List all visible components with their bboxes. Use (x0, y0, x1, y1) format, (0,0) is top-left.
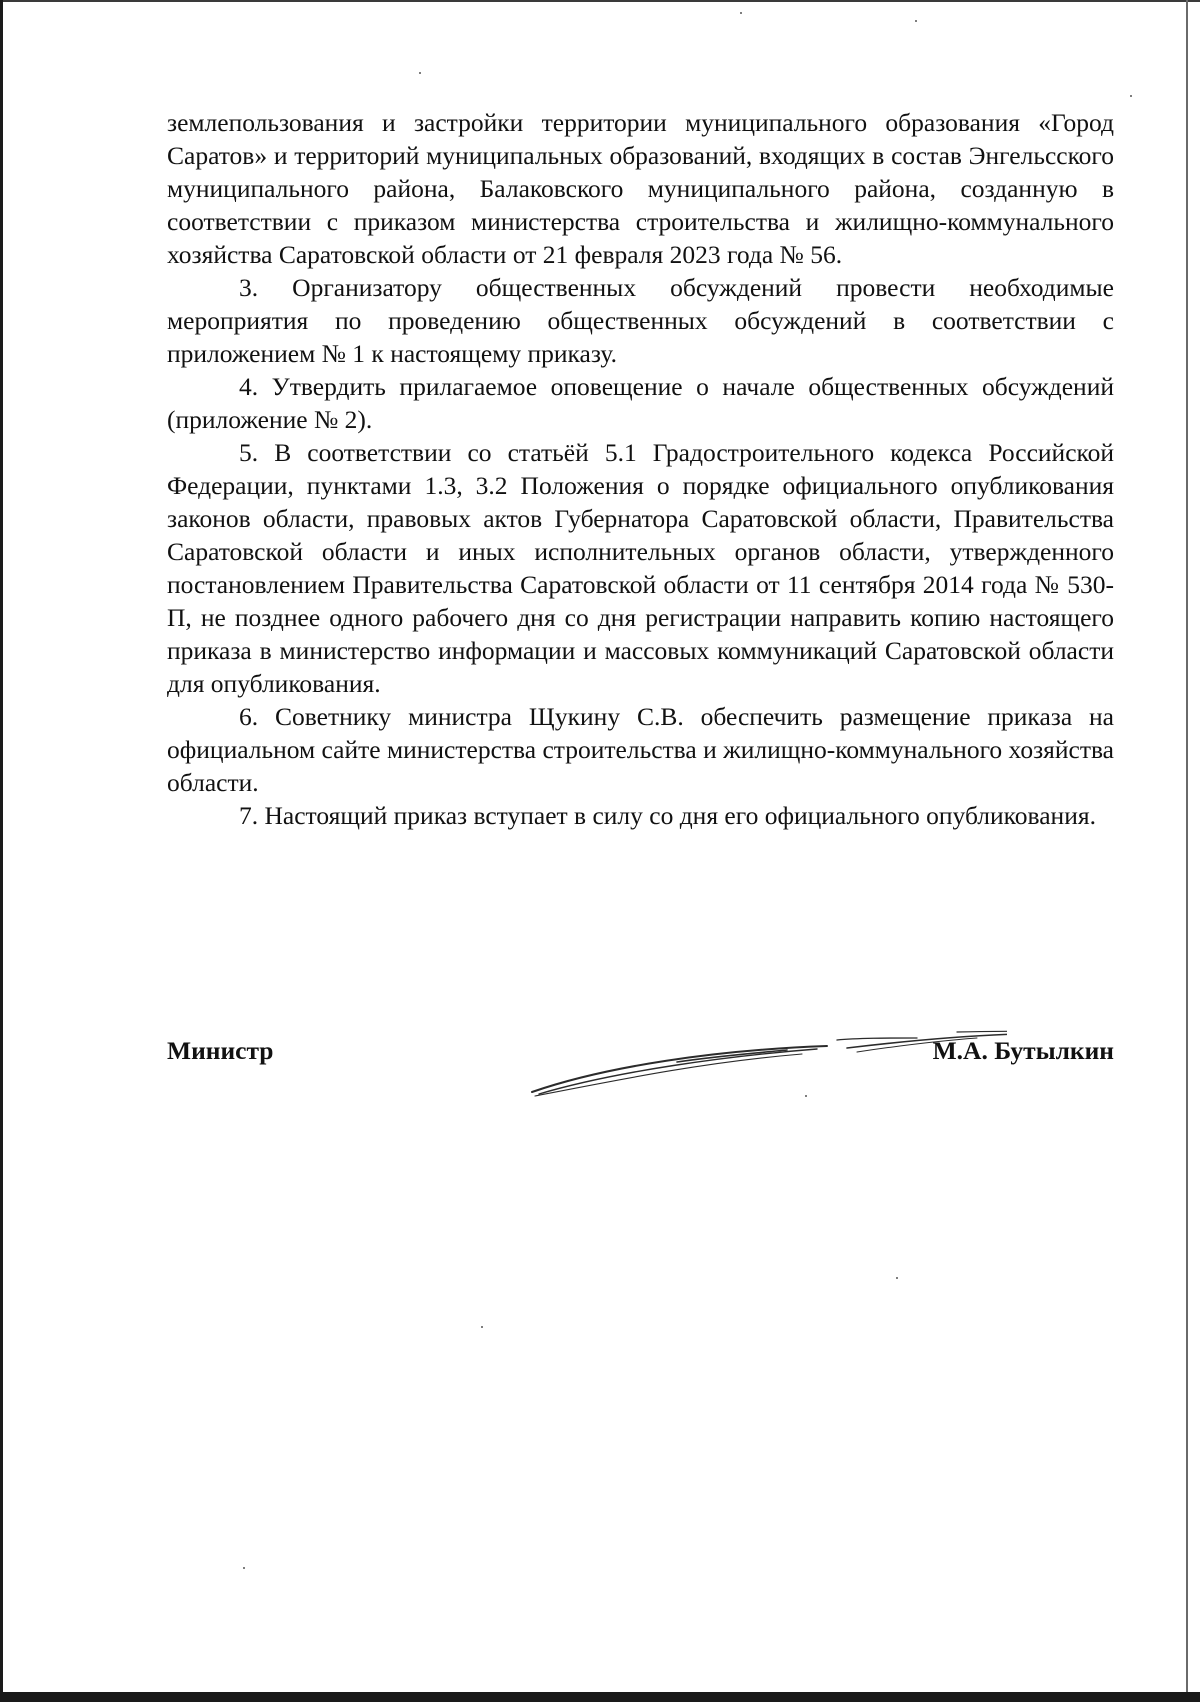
scan-edge-bottom (0, 1692, 1200, 1702)
paragraph-item-7: 7. Настоящий приказ вступает в силу со дня его официального опубликования. (239, 801, 1096, 830)
signature-block (167, 1030, 1114, 1120)
paragraph-zoning-continued: землепользования и застройки территории муниципального образования «Город Саратов» и территорий муниципальных образований, входящих в состав Энгельсского муниципального района, Балаковского муниципального района, созданную в соответствии с приказом министерства строительства и жилищно-коммунального хозяйства Саратовской области от 21 февраля 2023 года № 56. (167, 108, 1114, 269)
paragraph-item-5: 5. В соответствии со статьёй 5.1 Градостроительного кодекса Российской Федерации, пунктами 1.3, 3.2 Положения о порядке официального опубликования законов области, правовых актов Губернатора Саратовской области, Правительства Саратовской области и иных исполнительных органов области, утвержденного постановлением Правительства Саратовской области от 11 сентября 2014 года № 530-П, не позднее одного рабочего дня со дня регистрации направить копию настоящего приказа в министерство информации и массовых коммуникаций Саратовской области для опубликования. (167, 438, 1114, 698)
paragraph-item-4: 4. Утвердить прилагаемое оповещение о начале общественных обсуждений (приложение № 2). (167, 372, 1114, 434)
paragraph-item-3: 3. Организатору общественных обсуждений провести необходимые мероприятия по проведению общественных обсуждений в соответствии с приложением № 1 к настоящему приказу. (167, 273, 1114, 368)
scan-edge-top (0, 0, 1200, 2)
scan-speck (896, 1277, 898, 1279)
signatory-name: М.А. Бутылкин (932, 1036, 1114, 1065)
signatory-role: Министр (167, 1036, 274, 1065)
scan-speck (915, 20, 917, 22)
scan-speck (1130, 95, 1132, 97)
scan-edge-right (1186, 0, 1188, 1702)
order-body-text (167, 106, 1114, 832)
scan-speck (481, 1326, 483, 1328)
scan-speck (243, 1567, 245, 1569)
scan-speck (740, 12, 742, 14)
scan-speck (419, 72, 421, 74)
paragraph-item-6: 6. Советнику министра Щукину С.В. обеспечить размещение приказа на официальном сайте министерства строительства и жилищно-коммунального хозяйства области. (167, 702, 1114, 797)
handwritten-signature (357, 1026, 1007, 1116)
scan-edge-left (0, 0, 3, 1702)
